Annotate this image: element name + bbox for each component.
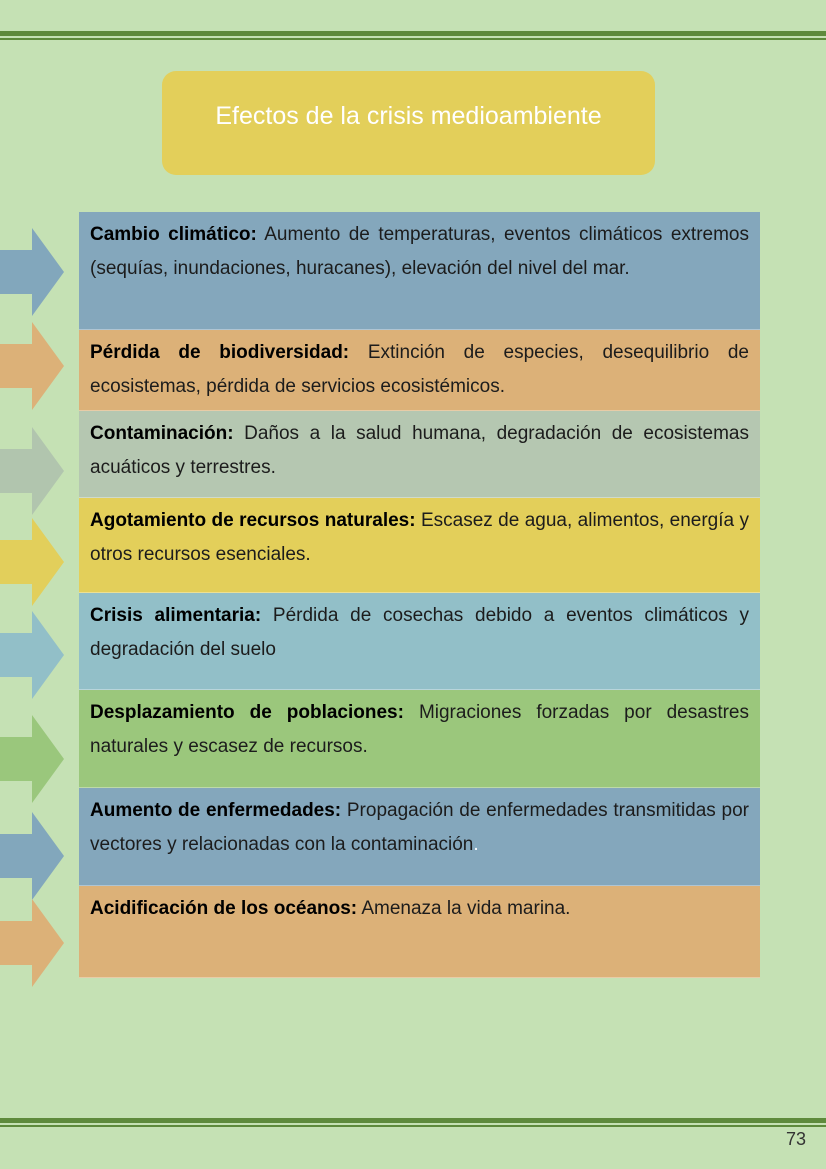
item-term: Acidificación de los océanos: [90, 898, 358, 919]
list-item-perdida-biodiversidad [79, 330, 760, 411]
item-term: Aumento de enfermedades: [90, 800, 342, 821]
list-item-crisis-alimentaria [79, 593, 760, 690]
list-item-cambio-climatico [79, 212, 760, 330]
arrow-icon [0, 812, 64, 900]
arrow-icon [0, 715, 64, 803]
arrow-icon [0, 899, 64, 987]
item-term: Desplazamiento de poblaciones: [90, 702, 404, 723]
item-term: Agotamiento de recursos naturales: [90, 510, 416, 531]
effects-list [79, 212, 760, 978]
item-text: Daños a la salud humana, degradación de ecosistemas acuáticos y terrestres. [90, 423, 749, 478]
item-text: Pérdida de cosechas debido a eventos climáticos y degradación del suelo [90, 605, 749, 660]
page-number: 73 [785, 1129, 806, 1149]
list-item-agotamiento-recursos [79, 498, 760, 593]
page-title: Efectos de la crisis medioambiente [215, 101, 602, 130]
title-box [162, 71, 655, 175]
list-item-contaminacion [79, 411, 760, 498]
arrow-icon [0, 228, 64, 316]
list-item-acidificacion-oceanos [79, 886, 760, 978]
item-text: Extinción de especies, desequilibrio de ecosistemas, pérdida de servicios ecosistémicos. [90, 342, 749, 397]
list-item-aumento-enfermedades [79, 788, 760, 886]
arrow-icon [0, 611, 64, 699]
top-rule [0, 31, 826, 40]
bottom-rule [0, 1118, 826, 1127]
arrow-icon [0, 322, 64, 410]
item-term: Cambio climático: [90, 224, 257, 245]
arrow-icon [0, 518, 64, 606]
item-text: Aumento de temperaturas, eventos climáticos extremos (sequías, inundaciones, huracanes), elevación del nivel del mar. [90, 224, 749, 279]
list-item-desplazamiento-poblaciones [79, 690, 760, 788]
item-text: Amenaza la vida marina. [361, 898, 571, 919]
item-term: Crisis alimentaria: [90, 605, 262, 626]
item-term: Contaminación: [90, 423, 234, 444]
item-text: Escasez de agua, alimentos, energía y otros recursos esenciales. [90, 510, 749, 565]
item-trailing-dot: . [473, 834, 479, 855]
arrow-icon [0, 427, 64, 515]
item-text: Migraciones forzadas por desastres naturales y escasez de recursos. [90, 702, 749, 757]
item-term: Pérdida de biodiversidad: [90, 342, 350, 363]
item-text: Propagación de enfermedades transmitidas por vectores y relacionadas con la contaminación [90, 800, 749, 855]
